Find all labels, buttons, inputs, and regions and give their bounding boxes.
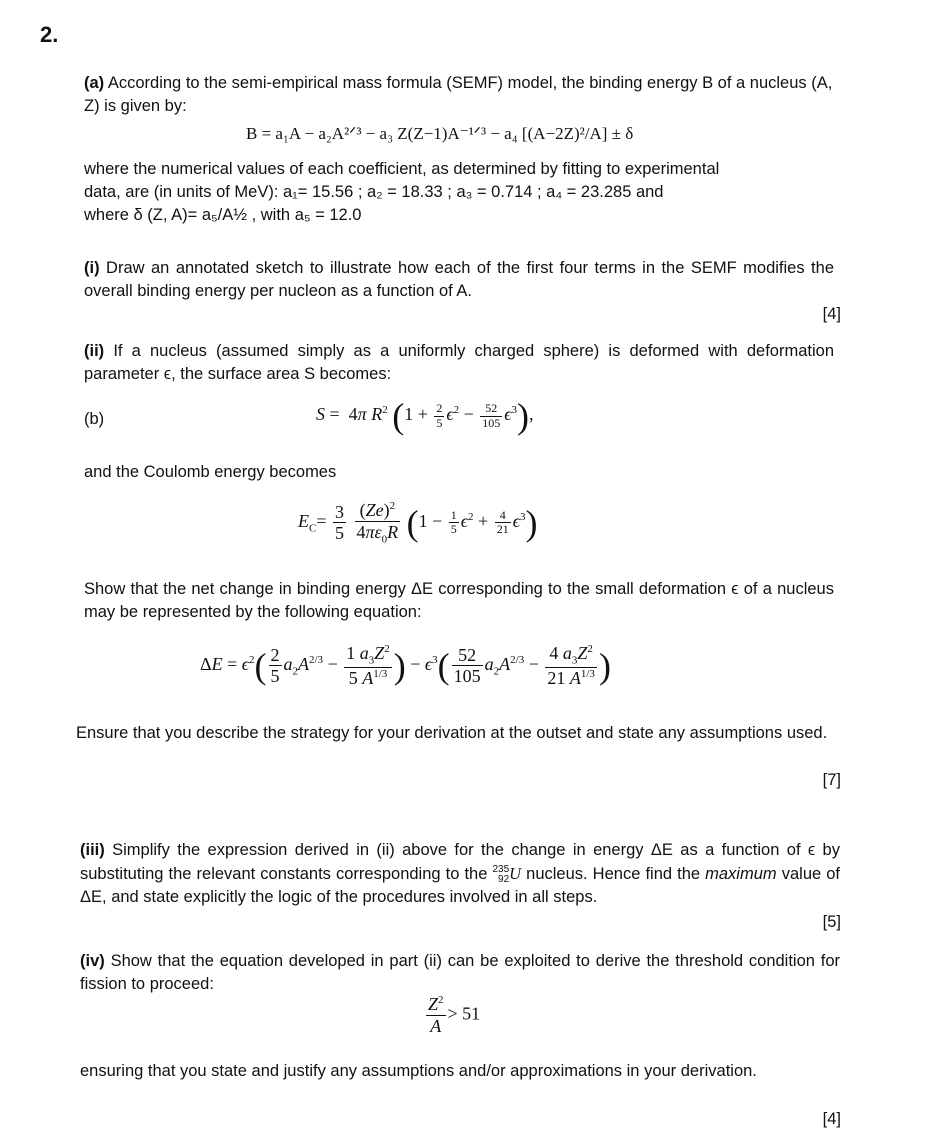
part-ii-text: If a nucleus (assumed simply as a uniformly charged sphere) is deformed with deformation parameter ϵ, the surface area S becomes: [84, 342, 835, 383]
coefficients-line-1: where the numerical values of each coefficient, as determined by fitting to experimental [84, 160, 720, 178]
part-ii-marks: [7] [822, 771, 841, 789]
part-i-label: (i) [84, 259, 100, 277]
part-ii-label: (ii) [84, 342, 105, 360]
question-number: 2. [40, 22, 59, 47]
part-iv-label: (iv) [80, 952, 105, 970]
coefficients-line-3: where δ (Z, A)= a₅/A½ , with a₅ = 12.0 [84, 206, 362, 224]
part-i-text: Draw an annotated sketch to illustrate how each of the first four terms in the SEMF modifies the overall binding energy per nucleon as a function of A. [84, 259, 834, 300]
fission-condition: $\frac{Z^2}{A}$ > 51 [428, 994, 481, 1036]
part-iv-closing: ensuring that you state and justify any assumptions and/or approximations in your derivation. [80, 1062, 757, 1080]
part-iii-label: (iii) [80, 841, 105, 859]
coulomb-energy-equation: $E_C=$ $\frac{3}{5}$ $\frac{(Ze)^2}{4\pi\varepsilon_0R}$ (1 − $\frac{1}{5}$ $\epsilon^2$ + $\frac{4}{21}$ $\epsilon^3$) [298, 500, 538, 546]
nuclide-numbers [492, 865, 509, 885]
part-iv-marks: [4] [822, 1110, 841, 1128]
part-iii [80, 839, 840, 909]
delta-e-equation: $\Delta E = \epsilon^2$( $\frac{2}{5}$ $a_2A^{2/3}$ − $\frac{1 a_3Z^2}{5 A^{1/3}}$ ) − $\epsilon^3$( $\frac{52}{105}$ $a_2A^{2/3}$ − $\frac{4 a_3Z^2}{21 A^{1/3}}$ ) [200, 643, 611, 689]
part-i [84, 257, 834, 303]
show-that-text: Show that the net change in binding energy ΔE corresponding to the small deformation ϵ of a nucleus may be represented by the following equation: [84, 580, 834, 621]
part-ii [84, 340, 834, 386]
part-a-label: (a) [84, 74, 105, 92]
nuclide-atomic-number: 92 [498, 873, 510, 885]
surface-area-equation: S = 4π $R^2$ (1 + $\frac{2}{5}$ $\epsilon^2$ − $\frac{52}{105}$ $\epsilon^3$), [316, 396, 534, 436]
part-iii-text-3: value of ΔE, and state explicitly the logic of the procedures involved in all steps. [80, 865, 840, 906]
part-iii-text-1: Simplify the expression derived in (ii) above for the change in energy ΔE as a function of ϵ by substituting the relevant constants corresponding to the [80, 841, 840, 883]
part-i-marks: [4] [822, 305, 841, 323]
side-label-b: (b) [84, 410, 105, 428]
coulomb-intro: and the Coulomb energy becomes [84, 463, 337, 481]
part-iii-emphasis: maximum [705, 865, 777, 883]
strategy-text: Ensure that you describe the strategy for your derivation at the outset and state any assumptions used. [76, 724, 828, 742]
nuclide-symbol: U [509, 864, 522, 883]
coefficients-line-2: data, are (in units of MeV): a₁= 15.56 ; a₂ = 18.33 ; a₃ = 0.714 ; a₄ = 23.285 and [84, 183, 664, 201]
part-iv [80, 950, 840, 996]
part-a-intro [84, 72, 834, 118]
part-iv-text: Show that the equation developed in part (ii) can be exploited to derive the threshold condition for fission to proceed: [80, 952, 840, 993]
part-iii-marks: [5] [822, 913, 841, 931]
coefficients-block [84, 158, 834, 227]
nuclide-mass-number: 235 [492, 863, 510, 875]
part-iii-text-2: nucleus. Hence find the [521, 865, 706, 883]
part-a-intro-text: According to the semi-empirical mass formula (SEMF) model, the binding energy B of a nucleus (A, Z) is given by: [84, 74, 833, 115]
semf-formula: B = a₁A − a₂A²ᐟ³ − a₃ Z(Z−1)A⁻¹ᐟ³ − a₄ [(A−2Z)²/A] ± δ [246, 124, 634, 143]
